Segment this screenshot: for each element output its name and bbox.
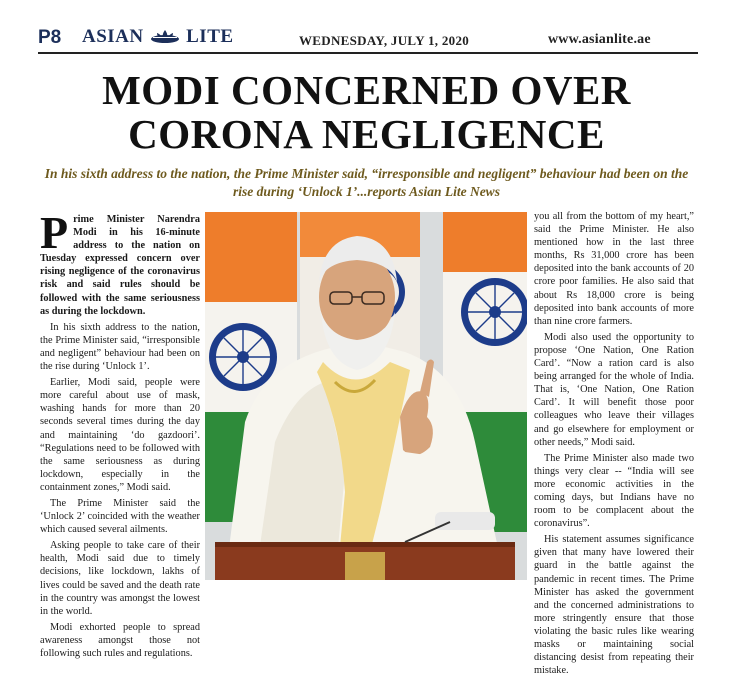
body-paragraph: Earlier, Modi said, people were more careful about use of mask, washing hands for more than 20 seconds several times during the day and maintaining ‘do gazdoori’. “Regulations need to be followed with the same seriousness as during lockdown, especially in the containment zones,” Modi said. <box>40 377 200 493</box>
body-paragraph: Asking people to take care of their health, Modi said due to timely decisions, like lockdown, lakhs of lives could be saved and the death rate in the country was amongst the lowest in the world. <box>40 540 200 617</box>
body-paragraph: In his sixth address to the nation, the Prime Minister said, “irresponsible and negligent” behaviour had been on the rise during ‘Unlock 1’. <box>40 321 200 373</box>
brand-right: LITE <box>186 26 234 47</box>
website-url[interactable]: www.asianlite.ae <box>548 32 651 47</box>
headline <box>0 68 733 156</box>
photo-illustration <box>205 212 527 580</box>
brand-left: ASIAN <box>82 26 144 47</box>
drop-cap: P <box>40 207 69 258</box>
article-photo <box>205 212 527 580</box>
page-number: P8 <box>38 27 62 48</box>
body-paragraph: His statement assumes significance given that many have lowered their guard in the battle against the pandemic in recent times. The Prime Minister has asked the government and the concerned administrations to more stringently ensure that those violating the basic rules like wearing masks or maintaining social distancing desist from repeating their mistake. <box>534 534 694 677</box>
deck-subheading: In his sixth address to the nation, the Prime Minister said, “irresponsible and negligent” behaviour had been on the rise during ‘Unlock 1’...reports Asian Lite News <box>44 166 689 199</box>
headline-line-2: CORONA NEGLIGENCE <box>128 111 605 157</box>
masthead <box>0 0 733 52</box>
right-column <box>534 210 694 680</box>
body-paragraph: The Prime Minister also made two things very clear -- “India will see more economic activities in the coming days, but Indians have no room to be complacent about the coronavirus”. <box>534 452 694 530</box>
body-paragraph: The Prime Minister said the ‘Unlock 2’ coincided with the weather which caused several ailments. <box>40 497 200 536</box>
lead-paragraph: rime Minister Narendra Modi in his 16-minute address to the nation on Tuesday expressed concern over rising negligence of the coronavirus risk and said rules should be followed with the same seriousness as during the lockdown. <box>40 214 200 317</box>
header-divider <box>38 52 698 54</box>
body-paragraph: you all from the bottom of my heart,” said the Prime Minister. He also mentioned how in the last three months, Rs 31,000 crore has been deposited into the bank accounts of 20 crore poor families. He also said that about Rs 18,000 crore is being deposited into bank accounts of more than nine crore farmers. <box>534 211 694 327</box>
issue-date: WEDNESDAY, JULY 1, 2020 <box>299 33 470 48</box>
lotus-emblem-icon <box>149 28 181 44</box>
brand-logo <box>82 26 234 48</box>
body-paragraph: Modi also used the opportunity to propose ‘One Nation, One Ration Card’. “Now a ration card is also being arranged for the whole of India. That is, ‘One Nation, One Ration Card’. It will benefit those poor colleagues who leave their villages and go elsewhere for employment or other needs,” Modi said. <box>534 331 694 448</box>
body-paragraph: Modi exhorted people to spread awareness amongst those not following such rules and regulations. <box>40 621 200 659</box>
left-column <box>40 207 200 663</box>
headline-line-1: MODI CONCERNED OVER <box>102 67 631 113</box>
